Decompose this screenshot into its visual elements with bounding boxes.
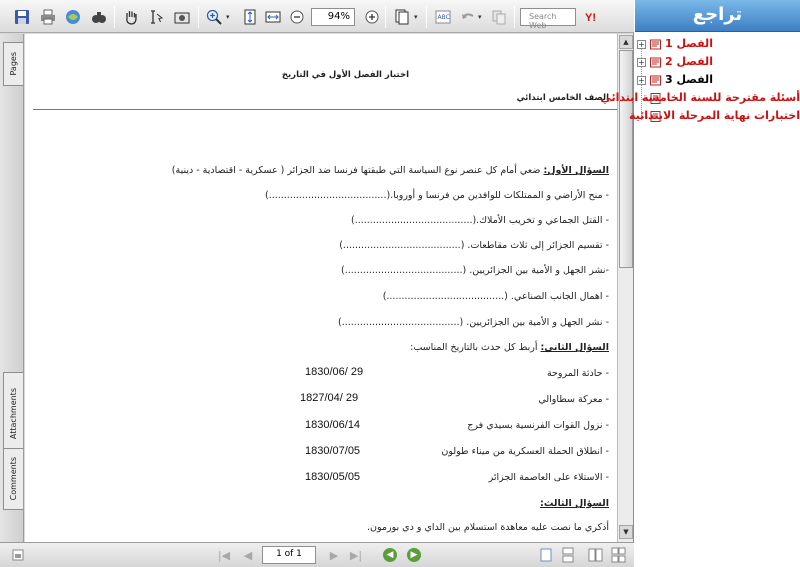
tab-pages[interactable] bbox=[3, 42, 23, 86]
find-icon[interactable] bbox=[89, 7, 109, 27]
previous-page-icon[interactable]: ◀ bbox=[243, 548, 253, 562]
scroll-down-arrow-icon[interactable]: ▼ bbox=[619, 525, 633, 539]
tab-comments-label: Comments bbox=[9, 457, 18, 501]
continuous-facing-view-icon[interactable] bbox=[611, 547, 627, 563]
spell-check-icon[interactable] bbox=[433, 7, 453, 27]
q2-prompt: أربط كل حدث بالتاريخ المناسب: bbox=[410, 342, 538, 353]
search-web-input[interactable]: Search Web bbox=[520, 8, 576, 26]
expand-icon[interactable]: + bbox=[638, 76, 645, 85]
q2-event: - حادثة المروحة bbox=[546, 368, 609, 379]
next-page-icon[interactable]: ▶ bbox=[329, 548, 339, 562]
save-icon[interactable] bbox=[12, 7, 32, 27]
fit-page-icon[interactable] bbox=[240, 7, 260, 27]
first-page-icon[interactable]: |◀ bbox=[217, 548, 231, 562]
nav-item-label: الفصل 2 bbox=[665, 55, 713, 68]
q1-item: - اهمال الجانب الصناعي. (.......................................) bbox=[382, 291, 609, 302]
zoom-tool-dropdown[interactable]: ▾ bbox=[226, 13, 230, 21]
nav-item-suggested-questions[interactable] bbox=[600, 91, 800, 107]
q2-event: - الاستلاء على العاصمة الجزائر bbox=[488, 472, 609, 483]
undo-dropdown[interactable]: ▾ bbox=[478, 13, 482, 21]
nav-item-chapter-2[interactable] bbox=[635, 55, 800, 71]
snapshot-icon[interactable] bbox=[172, 7, 192, 27]
yahoo-icon[interactable] bbox=[584, 7, 604, 27]
svg-text:Y!: Y! bbox=[585, 12, 596, 24]
print-icon[interactable] bbox=[38, 7, 58, 27]
continuous-view-icon[interactable] bbox=[560, 547, 576, 563]
q1-item: - تقسيم الجزائر إلى ثلاث مقاطعات. (.......................................) bbox=[339, 240, 609, 251]
hand-tool-icon[interactable] bbox=[121, 7, 141, 27]
document-area bbox=[25, 34, 617, 542]
book-icon bbox=[650, 39, 661, 50]
q2-date: 1830/05/05 bbox=[305, 471, 361, 483]
zoom-in-icon[interactable] bbox=[362, 7, 382, 27]
header-divider bbox=[33, 109, 617, 110]
q2-date: 1830/07/05 bbox=[305, 445, 361, 457]
q1-line bbox=[172, 165, 609, 176]
navigation-panel bbox=[600, 0, 800, 567]
expand-icon[interactable]: + bbox=[638, 58, 645, 67]
scroll-thumb[interactable] bbox=[619, 50, 633, 268]
q2-heading: السؤال الثاني: bbox=[540, 342, 609, 353]
email-icon[interactable] bbox=[63, 7, 83, 27]
zoom-out-icon[interactable] bbox=[287, 7, 307, 27]
book-icon bbox=[650, 57, 661, 68]
page-display-dropdown[interactable]: ▾ bbox=[414, 13, 418, 21]
page-size-icon[interactable] bbox=[10, 547, 26, 563]
page-display-icon[interactable] bbox=[392, 7, 412, 27]
go-back-icon[interactable]: ◀ bbox=[382, 547, 398, 563]
q1-prompt: ضعي أمام كل عنصر نوع السياسة التي طبقتها فرنسا ضد الجزائر ( عسكرية - اقتصادية - دينية) bbox=[171, 165, 541, 176]
toolbar bbox=[0, 0, 634, 33]
q1-item: -نشر الجهل و الأمية بين الجزائريين. (.......................................) bbox=[341, 265, 609, 276]
q1-heading: السؤال الأول: bbox=[543, 165, 609, 176]
last-page-icon[interactable]: ▶| bbox=[349, 548, 363, 562]
tab-attachments[interactable] bbox=[3, 372, 23, 456]
nav-item-label: الفصل 3 bbox=[665, 73, 713, 86]
svg-text:ABC: ABC bbox=[437, 14, 450, 21]
exam-title: اختبار الفصل الأول في التاريخ bbox=[281, 70, 409, 80]
single-page-view-icon[interactable] bbox=[538, 547, 554, 563]
q1-item: - نشر الجهل و الأمية بين الجزائريين. (.......................................) bbox=[338, 317, 609, 328]
zoom-level-input[interactable]: 94% bbox=[311, 8, 355, 26]
nav-item-chapter-1[interactable] bbox=[635, 37, 800, 53]
go-forward-icon[interactable]: ▶ bbox=[406, 547, 422, 563]
tab-attachments-label: Attachments bbox=[9, 388, 18, 440]
q2-event: - انطلاق الحملة العسكرية من ميناء طولون bbox=[441, 446, 609, 457]
status-bar bbox=[0, 542, 634, 567]
q2-date: 1827/04/ 29 bbox=[300, 392, 359, 404]
tab-comments[interactable] bbox=[3, 448, 23, 510]
q1-item: - القتل الجماعي و تخريب الأملاك.(.......................................) bbox=[351, 215, 609, 226]
copy-icon[interactable] bbox=[489, 7, 509, 27]
zoom-in-tool-icon[interactable] bbox=[204, 7, 224, 27]
nav-item-label: اختبارات نهاية المرحلة الابتدائية bbox=[629, 109, 800, 122]
q3-prompt: أذكري ما نصت عليه معاهدة استسلام بين الداي و دي بورمون. bbox=[367, 522, 609, 533]
book-icon bbox=[650, 75, 661, 86]
q2-line bbox=[410, 342, 609, 353]
q2-date: 1830/06/ 29 bbox=[305, 366, 364, 378]
nav-item-label: أسئلة مقترحة للسنة الخامسة ابتدائي bbox=[600, 91, 800, 104]
q2-event: - نزول القوات الفرنسية بسيدي فرج bbox=[467, 420, 609, 431]
document-page bbox=[33, 34, 617, 542]
select-text-icon[interactable] bbox=[146, 7, 166, 27]
nav-item-chapter-3[interactable] bbox=[635, 73, 800, 89]
page-number-input[interactable]: 1 of 1 bbox=[262, 546, 316, 564]
q3-heading: السؤال الثالث: bbox=[540, 498, 609, 509]
q1-item: - منح الأراضي و الممتلكات للوافدين من فرنسا و أوروبا.(.......................................) bbox=[264, 190, 609, 201]
facing-view-icon[interactable] bbox=[588, 547, 604, 563]
fit-width-icon[interactable] bbox=[263, 7, 283, 27]
grade-label: الصف الخامس ابتدائي bbox=[516, 93, 609, 103]
side-tab-strip bbox=[0, 34, 24, 542]
nav-item-final-exams[interactable] bbox=[629, 109, 800, 125]
nav-item-label: الفصل 1 bbox=[665, 37, 713, 50]
q2-event: - معركة سطاوالي bbox=[538, 394, 609, 405]
expand-icon[interactable]: + bbox=[638, 40, 645, 49]
q2-date: 1830/06/14 bbox=[305, 419, 361, 431]
undo-icon[interactable] bbox=[458, 7, 478, 27]
scroll-up-arrow-icon[interactable]: ▲ bbox=[619, 35, 633, 49]
tab-pages-label: Pages bbox=[9, 52, 18, 76]
nav-header: تراجع bbox=[635, 0, 800, 32]
